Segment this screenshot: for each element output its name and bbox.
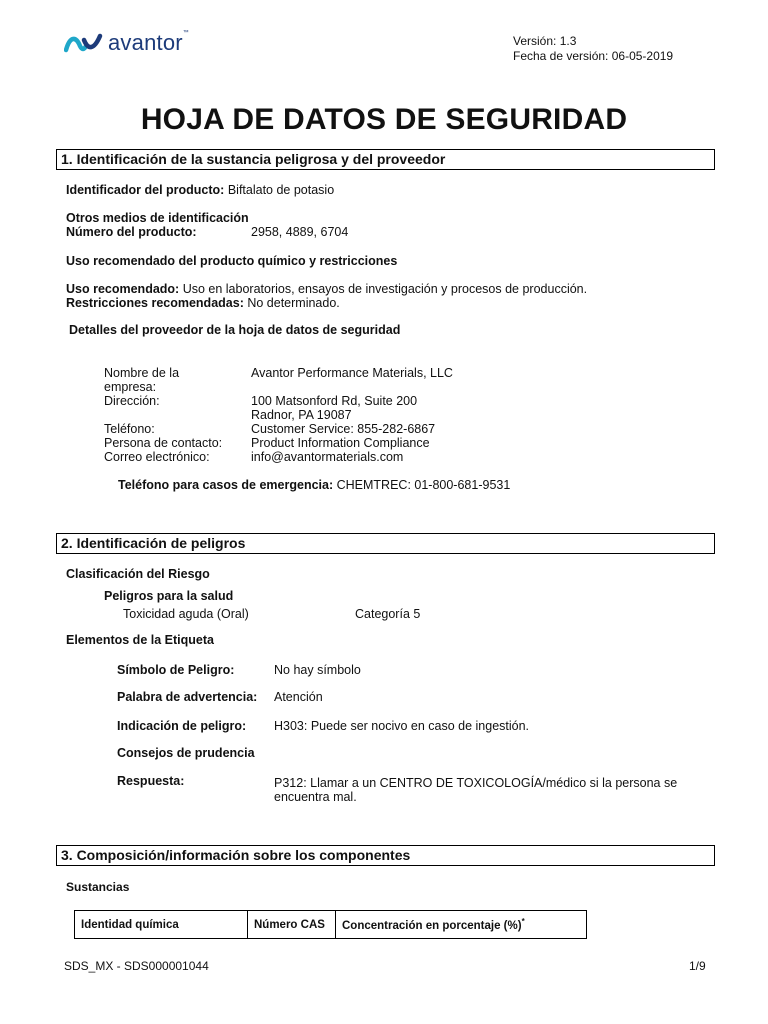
emergency-phone-label: Teléfono para casos de emergencia: [118,478,334,492]
email-value: info@avantormaterials.com [251,450,404,464]
footer-doc-id: SDS_MX - SDS000001044 [64,959,209,973]
phone-value: Customer Service: 855-282-6867 [251,422,436,436]
email-label: Correo electrónico: [104,450,210,464]
table-header-chemical-identity: Identidad química [75,911,248,939]
product-identifier-value: Biftalato de potasio [227,183,335,197]
hazard-statement-label: Indicación de peligro: [117,719,247,733]
hazard-statement-value: H303: Puede ser nocivo en caso de ingestión. [274,719,530,733]
composition-table [74,910,587,939]
logo-wordmark: avantor™ [108,30,189,55]
response-value-line-1: P312: Llamar a un CENTRO DE TOXICOLOGÍA/médico si la persona se [274,776,678,790]
company-label-1: Nombre de la [104,366,180,380]
phone-label: Teléfono: [104,422,155,436]
company-value: Avantor Performance Materials, LLC [251,366,453,380]
restrictions-label: Restricciones recomendadas: [66,296,244,310]
company-label-2: empresa: [104,380,157,394]
address-line-1: 100 Matsonford Rd, Suite 200 [251,394,418,408]
supplier-heading: Detalles del proveedor de la hoja de datos de seguridad [69,323,401,337]
version-number: Versión: 1.3 [513,34,577,48]
product-identifier-label: Identificador del producto: [66,183,225,197]
section-2-heading: 2. Identificación de peligros [56,533,715,554]
section-1-heading: 1. Identificación de la sustancia peligrosa y del proveedor [56,149,715,170]
recommended-use-heading: Uso recomendado del producto químico y restricciones [66,254,398,268]
avantor-logo-icon [64,32,104,54]
recommended-use-label: Uso recomendado: [66,282,180,296]
emergency-phone [118,478,510,492]
version-date: Fecha de versión: 06-05-2019 [513,49,674,63]
substances-heading: Sustancias [66,880,130,894]
health-hazards-heading: Peligros para la salud [104,589,234,603]
classification-heading: Clasificación del Riesgo [66,567,210,581]
recommended-use [66,282,587,296]
table-header-concentration: Concentración en porcentaje (%)* [336,911,587,939]
avantor-logo [64,30,189,56]
address-label: Dirección: [104,394,160,408]
response-label: Respuesta: [117,774,185,788]
product-number-value: 2958, 4889, 6704 [251,225,349,239]
other-means-heading: Otros medios de identificación [66,211,249,225]
symbol-value: No hay símbolo [274,663,361,677]
contact-value: Product Information Compliance [251,436,430,450]
contact-label: Persona de contacto: [104,436,223,450]
product-identifier [66,183,334,197]
restrictions-value: No determinado. [247,296,340,310]
table-header-cas-number: Número CAS [248,911,336,939]
emergency-phone-value: CHEMTREC: 01-800-681-9531 [336,478,511,492]
toxicity-label: Toxicidad aguda (Oral) [123,607,249,621]
symbol-label: Símbolo de Peligro: [117,663,235,677]
label-elements-heading: Elementos de la Etiqueta [66,633,214,647]
version-info [513,34,673,64]
document-title: HOJA DE DATOS DE SEGURIDAD [140,103,628,136]
section-3-heading: 3. Composición/información sobre los componentes [56,845,715,866]
toxicity-category: Categoría 5 [355,607,421,621]
signal-word-value: Atención [274,690,323,704]
table-header-row [75,911,587,939]
precaution-heading: Consejos de prudencia [117,746,255,760]
recommended-use-value: Uso en laboratorios, ensayos de investigación y procesos de producción. [182,282,588,296]
footer-page-number: 1/9 [689,959,706,973]
product-number-label: Número del producto: [66,225,197,239]
address-line-2: Radnor, PA 19087 [251,408,352,422]
response-value-line-2: encuentra mal. [274,790,357,804]
restrictions [66,296,340,310]
signal-word-label: Palabra de advertencia: [117,690,258,704]
